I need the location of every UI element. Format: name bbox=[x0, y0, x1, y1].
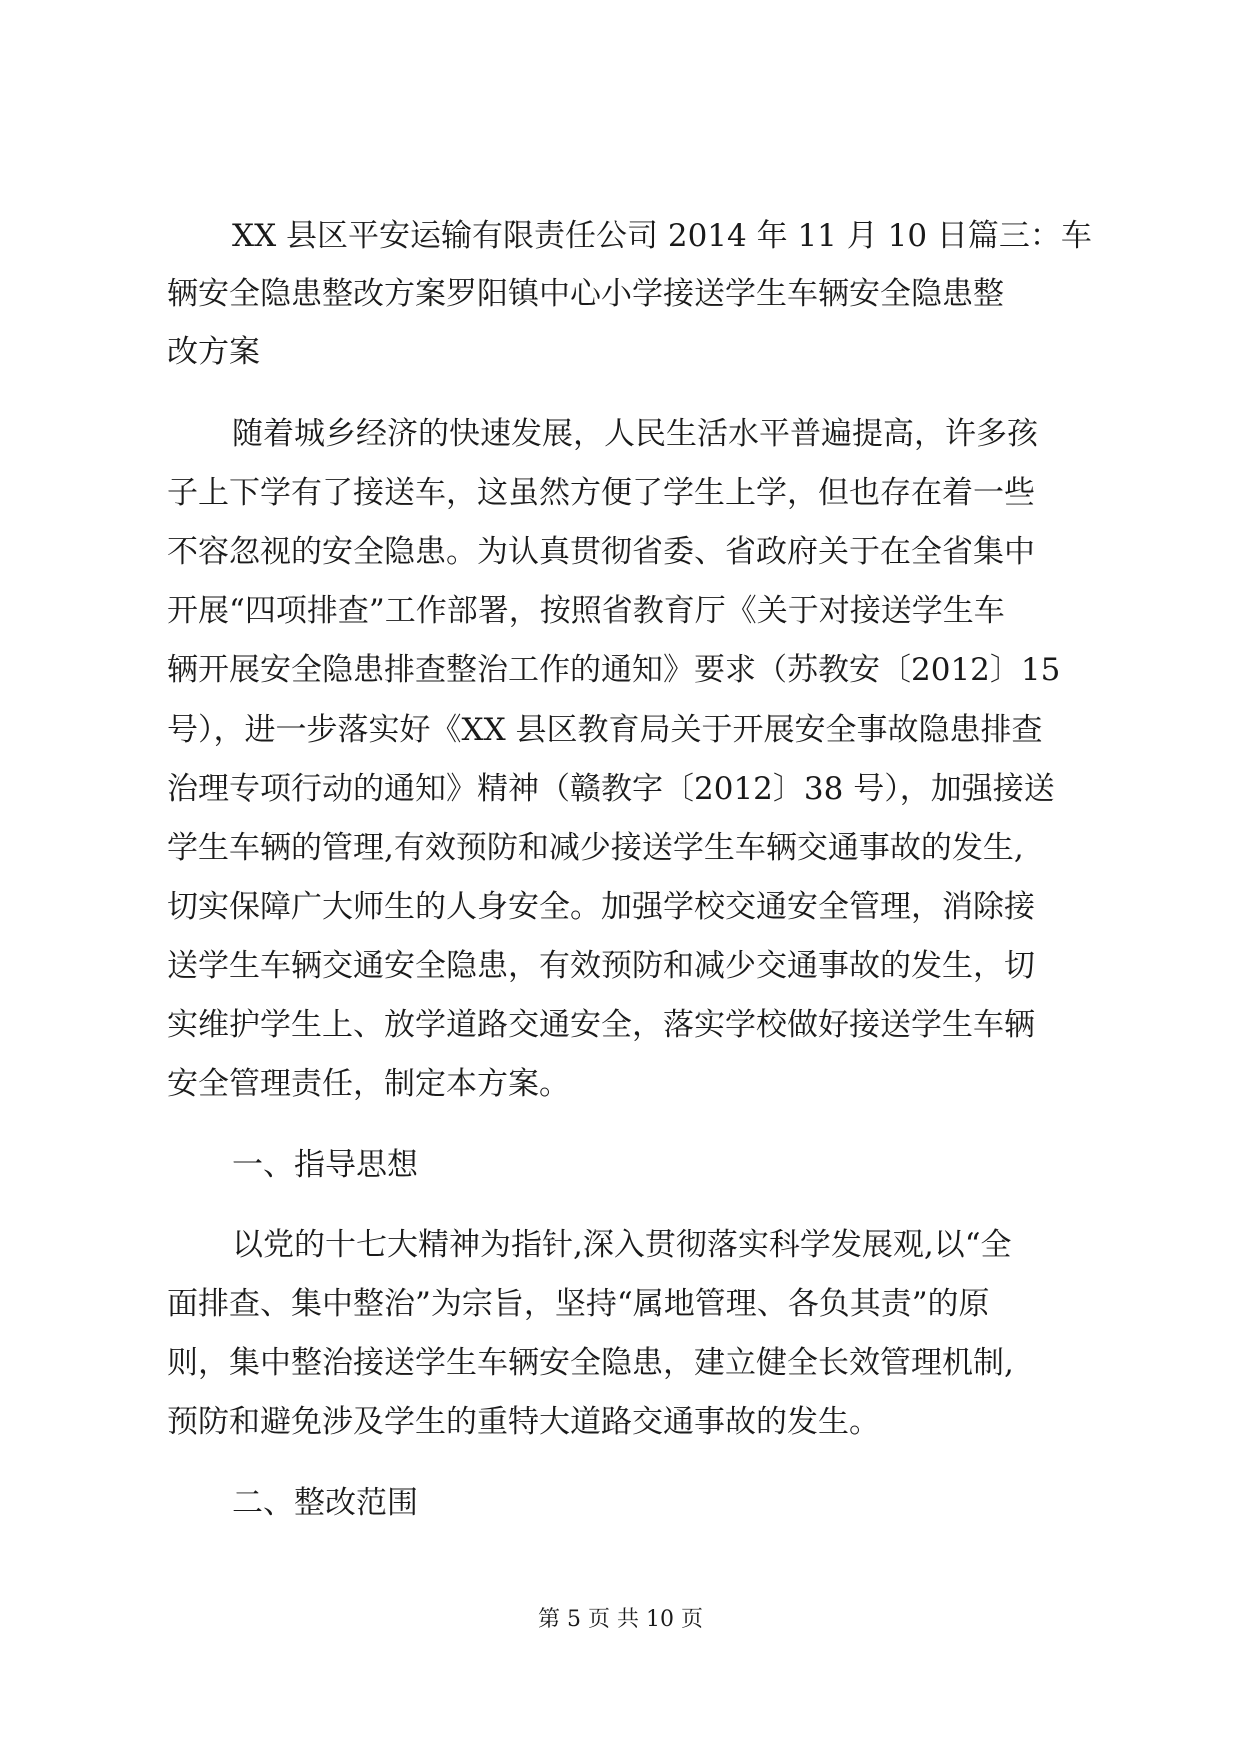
text-line-13: 送学生车辆交通安全隐患，有效预防和减少交通事故的发生，切 bbox=[167, 948, 1035, 984]
text-line-18: 面排查、集中整治”为宗旨，坚持“属地管理、各负其责”的原 bbox=[167, 1286, 990, 1322]
text-line-1: XX 县区平安运输有限责任公司 2014 年 11 月 10 日篇三：车 bbox=[232, 218, 1092, 254]
text-line-19: 则，集中整治接送学生车辆安全隐患，建立健全长效管理机制, bbox=[167, 1345, 1014, 1381]
text-line-15: 安全管理责任，制定本方案。 bbox=[167, 1066, 570, 1102]
text-line-14: 实维护学生上、放学道路交通安全，落实学校做好接送学生车辆 bbox=[167, 1007, 1035, 1043]
text-line-17: 以党的十七大精神为指针,深入贯彻落实科学发展观,以“全 bbox=[232, 1227, 1012, 1263]
text-line-6: 不容忽视的安全隐患。为认真贯彻省委、省政府关于在全省集中 bbox=[167, 534, 1035, 570]
section-heading-2: 二、整改范围 bbox=[232, 1485, 418, 1521]
text-line-10: 治理专项行动的通知》精神（赣教字〔2012〕38 号），加强接送 bbox=[167, 771, 1055, 807]
text-line-11: 学生车辆的管理,有效预防和减少接送学生车辆交通事故的发生, bbox=[167, 830, 1024, 866]
text-line-7: 开展“四项排查”工作部署，按照省教育厅《关于对接送学生车 bbox=[167, 593, 1005, 629]
section-heading-1: 一、指导思想 bbox=[232, 1147, 418, 1183]
text-line-8: 辆开展安全隐患排查整治工作的通知》要求（苏教安〔2012〕15 bbox=[167, 652, 1061, 688]
text-line-20: 预防和避免涉及学生的重特大道路交通事故的发生。 bbox=[167, 1404, 880, 1440]
text-line-9: 号），进一步落实好《XX 县区教育局关于开展安全事故隐患排查 bbox=[167, 712, 1043, 748]
text-line-2: 辆安全隐患整改方案罗阳镇中心小学接送学生车辆安全隐患整 bbox=[167, 276, 1004, 312]
page-footer: 第 5 页 共 10 页 bbox=[538, 1607, 703, 1632]
text-line-5: 子上下学有了接送车，这虽然方便了学生上学，但也存在着一些 bbox=[167, 475, 1035, 511]
text-line-12: 切实保障广大师生的人身安全。加强学校交通安全管理，消除接 bbox=[167, 889, 1035, 925]
text-line-4: 随着城乡经济的快速发展，人民生活水平普遍提高，许多孩 bbox=[232, 416, 1038, 452]
text-line-3: 改方案 bbox=[167, 334, 260, 370]
